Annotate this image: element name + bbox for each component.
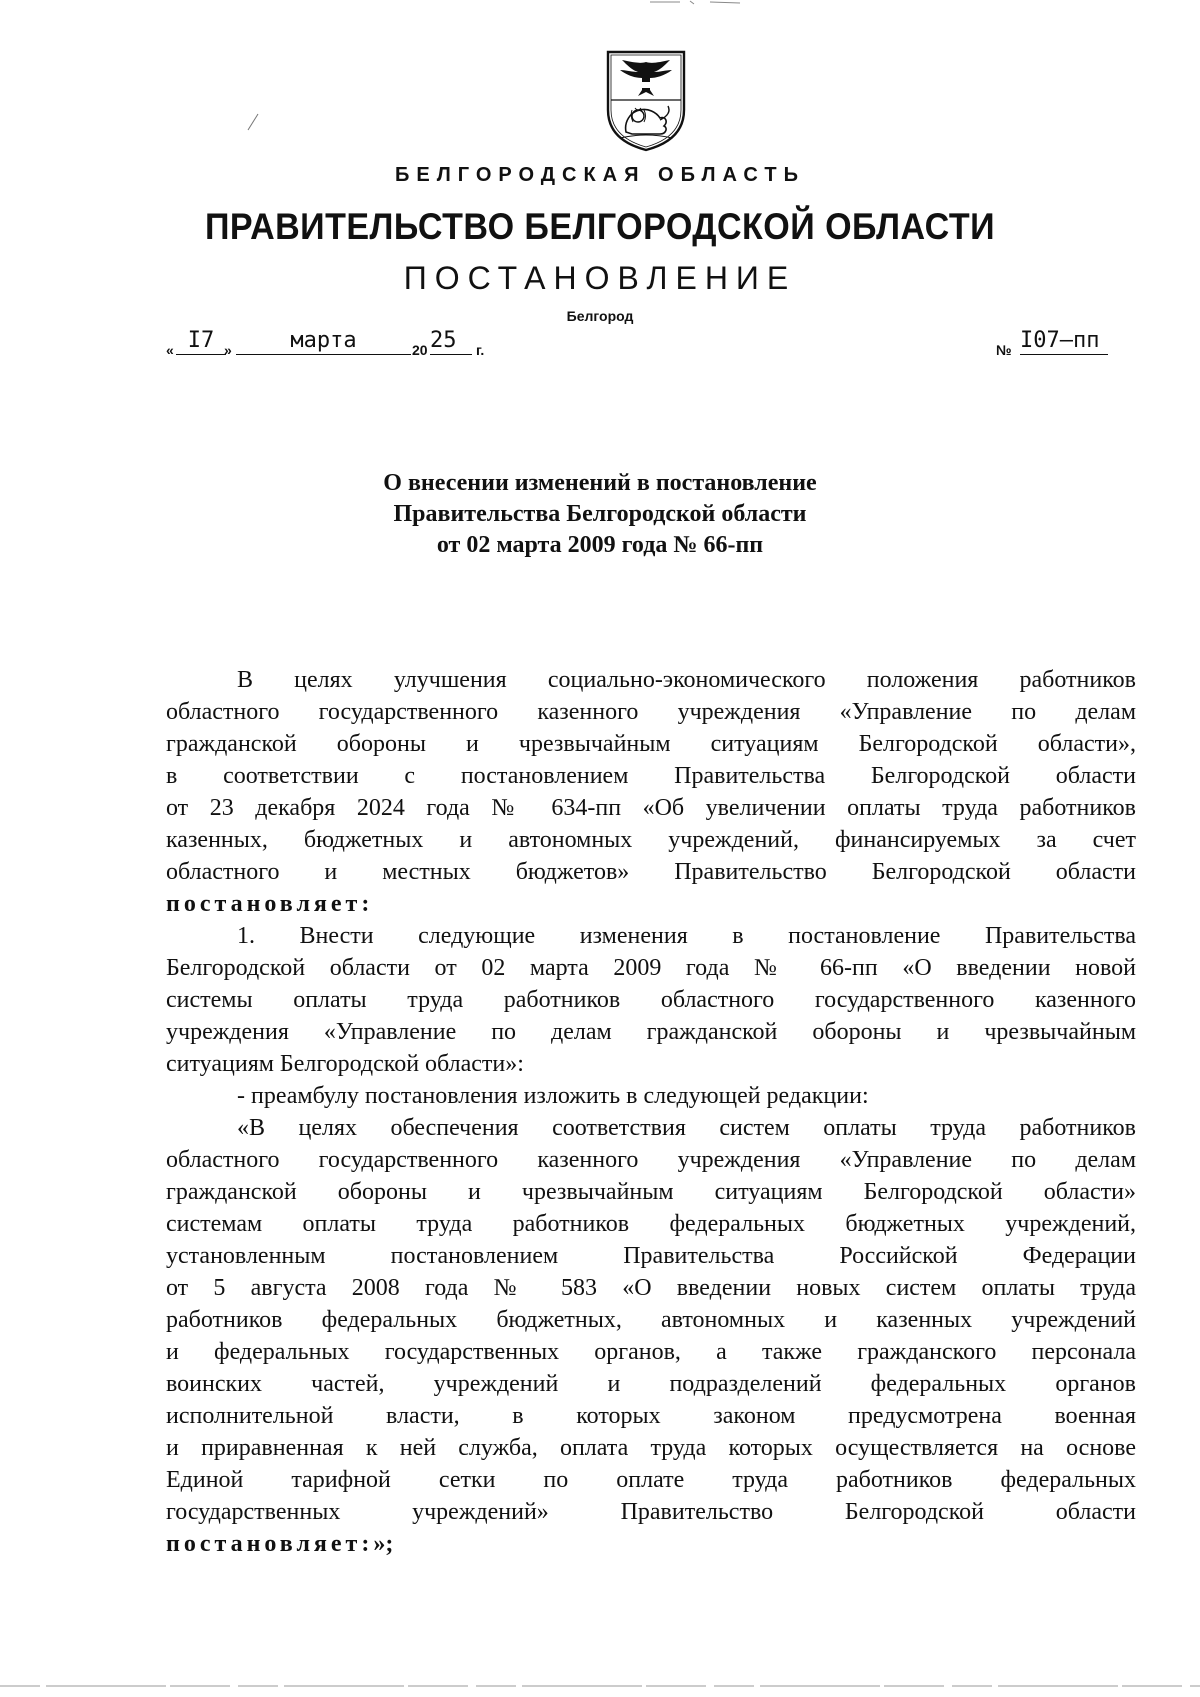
body-line: областного и местных бюджетов» Правительство Белгородской области	[166, 859, 1136, 885]
body-line: от 23 декабря 2024 года № 634-пп «Об увеличении оплаты труда работников	[166, 795, 1136, 821]
number-sign: №	[996, 342, 1012, 358]
coat-of-arms-icon	[602, 48, 690, 152]
decree-word-text: постановляет:	[166, 1531, 374, 1557]
body-line: исполнительной власти, в которых законом предусмотрена военная	[166, 1403, 1136, 1429]
body-line: Единой тарифной сетки по оплате труда работников федеральных	[166, 1467, 1136, 1493]
body-line: системы оплаты труда работников областного государственного казенного	[166, 987, 1136, 1013]
scan-mark-top	[650, 0, 770, 10]
decree-word-text: постановляет:	[166, 891, 374, 917]
document-title	[0, 468, 1200, 561]
scan-mark-bottom	[0, 1680, 1200, 1692]
body-line: «В целях обеспечения соответствия систем оплаты труда работников	[237, 1115, 1136, 1141]
title-line: от 02 марта 2009 года № 66-пп	[436, 532, 764, 558]
document-body	[166, 664, 1136, 1560]
decree-word	[166, 888, 1136, 920]
body-line: от 5 августа 2008 года № 583 «О введении новых систем оплаты труда	[166, 1275, 1136, 1301]
body-line: - преамбулу постановления изложить в следующей редакции:	[237, 1083, 869, 1109]
scan-mark-left	[246, 112, 260, 132]
quote-end: »;	[373, 1531, 394, 1557]
body-line: областного государственного казенного учреждения «Управление по делам	[166, 699, 1136, 725]
body-line: казенных, бюджетных и автономных учреждений, финансируемых за счет	[166, 827, 1136, 853]
date-century: 20	[412, 342, 428, 358]
body-line: государственных учреждений» Правительство Белгородской области	[166, 1499, 1136, 1525]
date-close-quote: »	[224, 342, 232, 358]
decree-line	[166, 1528, 1136, 1560]
body-line: Белгородской области от 02 марта 2009 года № 66-пп «О введении новой	[166, 955, 1136, 981]
body-line: воинских частей, учреждений и подразделений федеральных органов	[166, 1371, 1136, 1397]
date-month: марта	[236, 328, 411, 355]
body-line: установленным постановлением Правительства Российской Федерации	[166, 1243, 1136, 1269]
government-heading: ПРАВИТЕЛЬСТВО БЕЛГОРОДСКОЙ ОБЛАСТИ	[204, 206, 996, 247]
date-day: I7	[176, 328, 226, 355]
body-line: 1. Внести следующие изменения в постановление Правительства	[237, 923, 1136, 949]
body-line: гражданской обороны и чрезвычайным ситуациям Белгородской области»,	[166, 731, 1136, 757]
document-type-heading: ПОСТАНОВЛЕНИЕ	[403, 260, 797, 296]
body-line: системам оплаты труда работников федеральных бюджетных учреждений,	[166, 1211, 1136, 1237]
title-line: О внесении изменений в постановление	[383, 470, 817, 496]
body-line: ситуациям Белгородской области»:	[166, 1051, 524, 1077]
body-line: и федеральных государственных органов, а также гражданского персонала	[166, 1339, 1136, 1365]
region-heading: БЕЛГОРОДСКАЯ ОБЛАСТЬ	[395, 164, 805, 186]
body-line: гражданской обороны и чрезвычайным ситуациям Белгородской области»	[166, 1179, 1136, 1205]
city-label: Белгород	[566, 308, 634, 324]
body-line: учреждения «Управление по делам гражданской обороны и чрезвычайным	[166, 1019, 1136, 1045]
body-line: В целях улучшения социально-экономического положения работников	[237, 667, 1136, 693]
date-year-suffix: г.	[476, 342, 485, 358]
title-line: Правительства Белгородской области	[393, 501, 807, 527]
body-line: в соответствии с постановлением Правительства Белгородской области	[166, 763, 1136, 789]
body-line: областного государственного казенного учреждения «Управление по делам	[166, 1147, 1136, 1173]
date-year: 25	[430, 328, 472, 355]
document-number: I07–пп	[1020, 328, 1108, 355]
body-line: работников федеральных бюджетных, автономных и казенных учреждений	[166, 1307, 1136, 1333]
date-open-quote: «	[166, 342, 174, 358]
body-line: и приравненная к ней служба, оплата труда которых осуществляется на основе	[166, 1435, 1136, 1461]
